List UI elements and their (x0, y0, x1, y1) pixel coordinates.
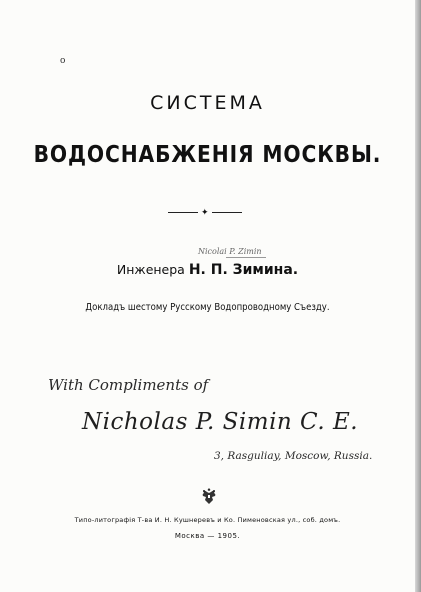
ornament-center-glyph: ✦ (201, 208, 209, 218)
double-headed-eagle-icon (200, 486, 218, 506)
corner-mark: o (60, 56, 66, 66)
title-line-1: СИСТЕМА (150, 92, 265, 114)
ornament-line-right (212, 212, 242, 213)
compliments-inscription: With Compliments of (48, 376, 209, 394)
title-line-2: ВОДОСНАБЖЕНІЯ МОСКВЫ. (33, 142, 382, 168)
handwritten-note: Nicolai P. Zimin (198, 247, 262, 256)
page-edge-shadow (415, 0, 421, 592)
report-subtitle: Докладъ шестому Русскому Водопроводному Съезду. (85, 302, 330, 313)
ornament-divider-icon (168, 208, 242, 218)
ornament-line-left (168, 212, 198, 213)
printer-line: Типо-литографія Т-ва И. Н. Кушнеревъ и Ко. Пименовская ул., соб. домъ. (74, 516, 341, 524)
author-name: Н. П. Зимина. (188, 262, 299, 278)
place-year-line: Москва — 1905. (174, 532, 241, 540)
author-prefix: Инженера (116, 262, 185, 277)
address-inscription: 3, Rasguliay, Moscow, Russia. (214, 450, 373, 462)
handwritten-underline (226, 257, 266, 258)
author-line (0, 262, 415, 278)
signature-inscription: Nicholas P. Simin C. E. (82, 409, 359, 435)
